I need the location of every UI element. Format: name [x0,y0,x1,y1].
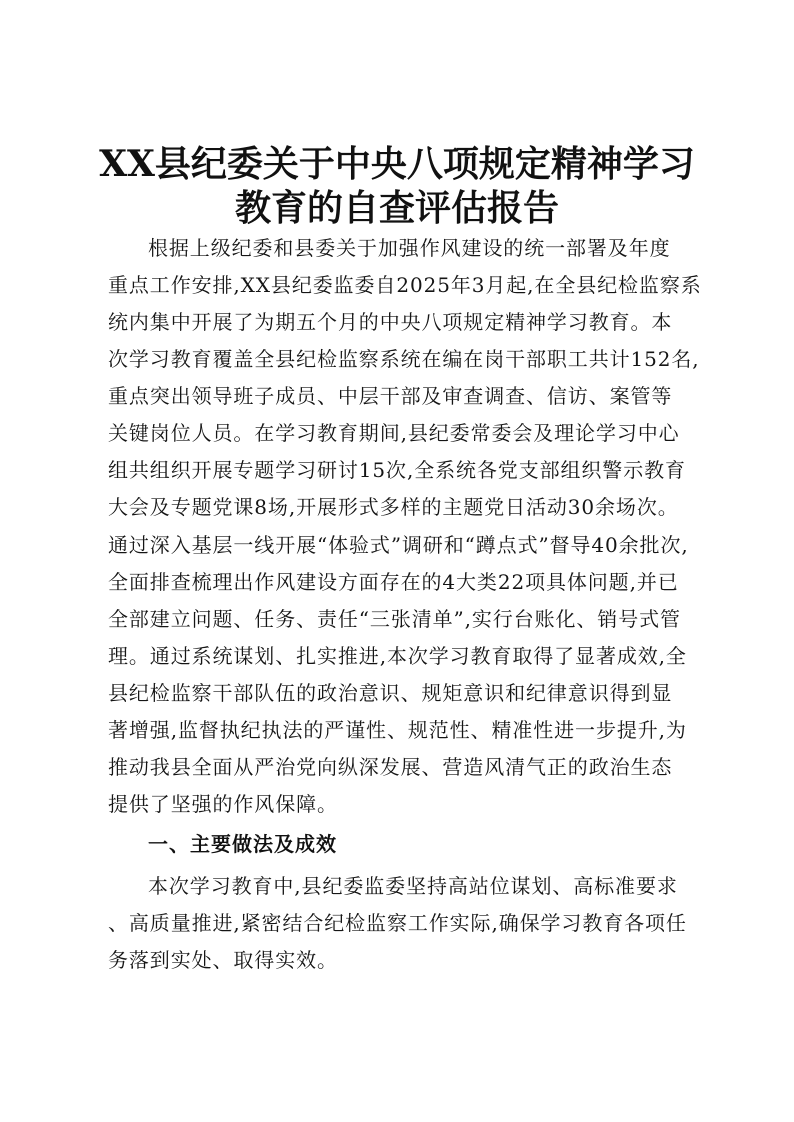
paragraph-line: 统内集中开展了为期五个月的中央八项规定精神学习教育。本 [108,310,673,334]
paragraph-line: 提供了坚强的作风保障。 [108,792,338,816]
paragraph-line: 根据上级纪委和县委关于加强作风建设的统一部署及年度 [148,236,671,260]
paragraph-line: 次学习教育覆盖全县纪检监察系统在编在岗干部职工共计152名, [108,347,700,371]
paragraph-line: 著增强,监督执纪执法的严谨性、规范性、精准性进一步提升,为 [108,718,687,742]
paragraph-line: 全部建立问题、任务、责任“三张清单”,实行台账化、销号式管 [108,607,681,631]
document-title-line-1: XX县纪委关于中央八项规定精神学习 [99,143,695,185]
paragraph-line: 全面排查梳理出作风建设方面存在的4大类22项具体问题,并已 [108,570,679,594]
paragraph-line: 通过深入基层一线开展“体验式”调研和“蹲点式”督导40余批次, [108,533,689,557]
paragraph-line: 本次学习教育中,县纪委监委坚持高站位谋划、高标准要求 [148,874,678,898]
paragraph-line: 重点突出领导班子成员、中层干部及审查调查、信访、案管等 [108,384,673,408]
paragraph-line: 务落到实处、取得实效。 [108,948,338,972]
paragraph-line: 县纪检监察干部队伍的政治意识、规矩意识和纪律意识得到显 [108,681,673,705]
paragraph-line: 理。通过系统谋划、扎实推进,本次学习教育取得了显著成效,全 [108,644,687,668]
paragraph-line: 重点工作安排,XX县纪委监委自2025年3月起,在全县纪检监察系 [108,273,702,297]
document-title-line-2: 教育的自查评估报告 [234,187,559,229]
paragraph-line: 组共组织开展专题学习研讨15次,全系统各党支部组织警示教育 [108,458,686,482]
paragraph-line: 推动我县全面从严治党向纵深发展、营造风清气正的政治生态 [108,755,673,779]
paragraph-line: 关键岗位人员。在学习教育期间,县纪委常委会及理论学习中心 [108,421,680,445]
section-heading: 一、主要做法及成效 [148,832,337,856]
paragraph-line: 、高质量推进,紧密结合纪检监察工作实际,确保学习教育各项任 [108,911,687,935]
paragraph-line: 大会及专题党课8场,开展形式多样的主题党日活动30余场次。 [108,495,679,519]
